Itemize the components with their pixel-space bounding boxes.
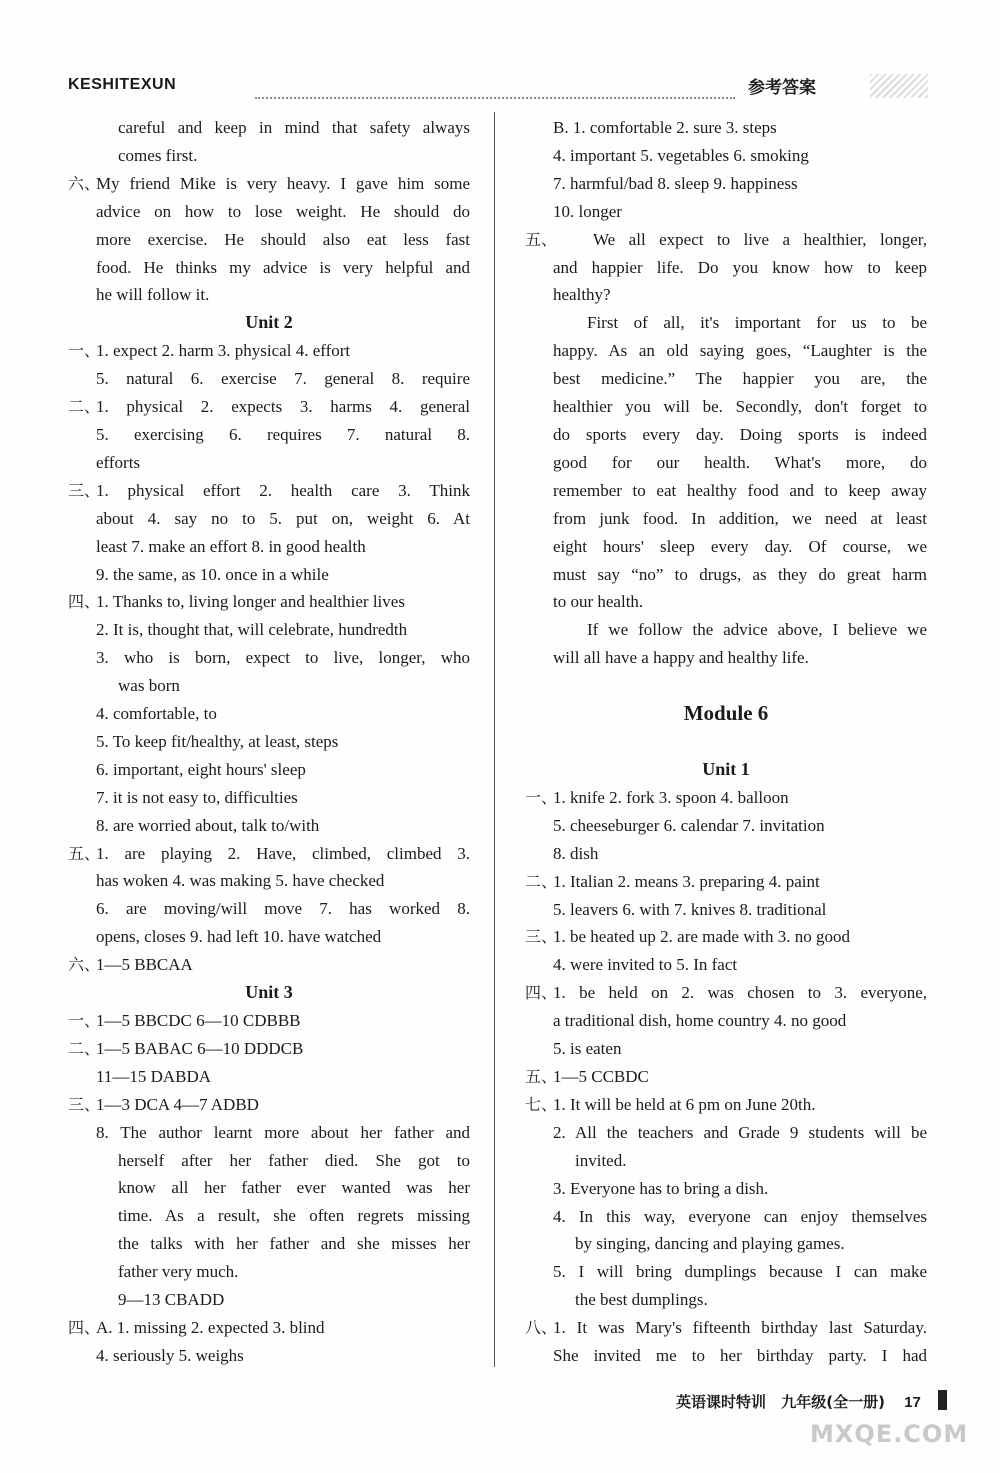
answer-text: 1. expect 2. harm 3. physical 4. effort [96,341,351,361]
answer-text: best medicine.” The happier you are, the [553,369,927,389]
answer-text: 1. be heated up 2. are made with 3. no good [553,927,850,947]
answer-line [525,365,927,393]
answer-line [68,616,470,644]
unit-heading: Unit 1 [702,759,750,780]
page-number: 17 [904,1394,921,1411]
answer-line [525,281,927,309]
answer-text: 4. comfortable, to [96,704,217,724]
answer-line [68,505,470,533]
footer [676,1391,921,1412]
answer-text: 1. Thanks to, living longer and healthier lives [96,592,405,612]
answer-line [525,588,927,616]
answer-line [525,1035,927,1063]
answer-text: 1—5 BABAC 6—10 DDDCB [96,1038,304,1058]
answer-line [68,198,470,226]
answer-text: the talks with her father and she misses her [118,1234,470,1254]
answer-line [68,756,470,784]
section-label: 二、 [525,871,558,891]
answer-text: and happier life. Do you know how to keep [553,257,927,277]
answer-line [68,1035,470,1063]
answer-text: B. 1. comfortable 2. sure 3. steps [553,118,777,137]
answer-text: opens, closes 9. had left 10. have watched [96,927,382,947]
section-label: 一、 [68,341,101,361]
answer-line [525,421,927,449]
answer-line [525,254,927,282]
answer-line [68,1230,470,1258]
answer-text: will all have a happy and healthy life. [553,648,809,668]
answer-line [68,393,470,421]
section-label: 二、 [68,1038,101,1058]
answer-line [68,644,470,672]
answer-text: 5. natural 6. exercise 7. general 8. require [96,369,470,389]
answer-text: 8. The author learnt more about her father and [96,1122,470,1142]
answer-text: 1. It will be held at 6 pm on June 20th. [553,1094,816,1114]
answer-text: least 7. make an effort 8. in good health [96,536,366,556]
section-label: 六、 [68,955,101,975]
section-label: 六、 [68,173,101,193]
answer-line [525,840,927,868]
answer-line [525,533,927,561]
answer-line [525,1230,927,1258]
answer-line [525,1091,927,1119]
answer-line [525,1258,927,1286]
answer-line [525,170,927,198]
answer-text: invited. [575,1150,627,1170]
answer-text: eight hours' sleep every day. Of course, we [553,536,927,556]
section-label: 四、 [525,983,558,1003]
section-label: 三、 [68,480,101,500]
answer-text: 5. exercising 6. requires 7. natural 8. [96,424,470,444]
section-label: 一、 [68,1011,101,1030]
answer-line [68,728,470,756]
answer-text: 1—5 BBCAA [96,955,193,975]
answer-line [68,1286,470,1314]
answer-line [525,1147,927,1175]
answer-line [68,281,470,309]
answer-text: 3. Everyone has to bring a dish. [553,1178,769,1198]
answer-line [525,505,927,533]
footer-book-title: 英语课时特训 [676,1393,767,1411]
answer-line [68,588,470,616]
answer-text: about 4. say no to 5. put on, weight 6. At [96,508,470,528]
answer-text: the best dumplings. [575,1290,708,1310]
answer-text: careful and keep in mind that safety always [118,118,470,137]
answer-line [68,142,470,170]
answer-text: 1. knife 2. fork 3. spoon 4. balloon [553,787,789,807]
section-label: 五、 [525,1067,558,1086]
answer-text: She invited me to her birthday party. I had [553,1346,927,1366]
answer-text: 3. who is born, expect to live, longer, who [96,648,470,668]
section-label: 七、 [525,1094,558,1114]
answer-line [68,1063,470,1091]
answer-text: 4. In this way, everyone can enjoy themselves [553,1206,927,1226]
section-label: 五、 [525,229,558,249]
answer-line [525,644,927,672]
answer-text: from junk food. In addition, we need at least [553,508,927,528]
answer-text: he will follow it. [96,285,210,305]
answer-text: 1—3 DCA 4—7 ADBD [96,1094,259,1114]
answer-line [68,1091,470,1119]
answer-line [525,1342,927,1370]
answer-line [525,226,927,254]
answer-text: 10. longer [553,201,622,221]
answer-text: 5. leavers 6. with 7. knives 8. traditional [553,899,827,919]
answer-line [68,114,470,142]
answer-text: 1. be held on 2. was chosen to 3. everyone, [553,983,927,1003]
answer-text: by singing, dancing and playing games. [575,1234,845,1254]
answer-text: healthier you will be. Secondly, don't forget to [553,397,927,417]
section-label: 四、 [68,592,101,612]
answer-text: 2. It is, thought that, will celebrate, hundredth [96,620,408,640]
answer-text: 6. are moving/will move 7. has worked 8. [96,899,470,919]
answer-line [68,226,470,254]
answer-line [525,616,927,644]
answer-text: food. He thinks my advice is very helpful and [96,257,470,277]
answer-line [525,393,927,421]
answer-line [525,868,927,896]
answer-text: herself after her father died. She got to [118,1150,470,1170]
answer-line [68,895,470,923]
answer-text: 1. Italian 2. means 3. preparing 4. paint [553,871,820,891]
answer-text: do sports every day. Doing sports is indeed [553,424,927,444]
answer-line [525,1007,927,1035]
section-label: 三、 [68,1094,101,1114]
answer-text: First of all, it's important for us to be [587,313,927,333]
answer-line [525,951,927,979]
section-label: 五、 [68,843,101,863]
answer-line [525,1119,927,1147]
answer-text: A. 1. missing 2. expected 3. blind [96,1317,325,1337]
section-label: 三、 [525,927,558,947]
answer-line [68,1147,470,1175]
answer-text: 5. is eaten [553,1039,622,1059]
answer-line [525,1286,927,1314]
answer-line [68,1007,470,1035]
answer-line [68,254,470,282]
answer-text: 9—13 CBADD [118,1290,225,1310]
answer-line [525,337,927,365]
answer-text: 1. physical effort 2. health care 3. Think [96,480,470,500]
answer-text: a traditional dish, home country 4. no good [553,1011,847,1031]
answer-text: 7. harmful/bad 8. sleep 9. happiness [553,173,798,193]
answer-line [68,533,470,561]
answer-text: 1. physical 2. expects 3. harms 4. general [96,397,470,417]
answer-text: 11—15 DABDA [96,1066,212,1086]
answer-line [525,561,927,589]
answer-line [68,337,470,365]
answer-text: We all expect to live a healthier, longer, [593,229,927,249]
answer-text: 1—5 BBCDC 6—10 CDBBB [96,1011,301,1030]
answer-line [525,1203,927,1231]
unit-heading: Unit 3 [245,982,293,1003]
answer-line [68,421,470,449]
answer-text: 9. the same, as 10. once in a while [96,564,329,584]
module-heading: Module 6 [683,701,769,726]
answer-text: 2. All the teachers and Grade 9 students will be [553,1122,927,1142]
answer-text: 1. It was Mary's fifteenth birthday last Saturday. [553,1318,927,1338]
answer-line [68,784,470,812]
answer-text: 8. dish [553,843,599,863]
answer-line [525,1175,927,1203]
answer-line [525,477,927,505]
answer-line [525,1063,927,1091]
answer-text: 7. it is not easy to, difficulties [96,787,298,807]
answer-text: know all her father ever wanted was her [118,1178,470,1198]
answer-line [525,198,927,226]
footer-marker [938,1390,947,1410]
section-label: 一、 [525,787,558,807]
answer-line [68,1202,470,1230]
answer-line [68,923,470,951]
answer-line [525,784,927,812]
answer-text: father very much. [118,1262,239,1282]
answer-line [525,923,927,951]
answer-line [525,309,927,337]
section-label: 四、 [68,1317,101,1337]
answer-line [68,840,470,868]
answer-line [68,951,470,979]
answer-line [68,170,470,198]
unit-heading: Unit 2 [245,312,293,333]
answer-line [68,812,470,840]
column-divider [494,112,495,1367]
answer-text: was born [118,676,180,696]
right-column [525,114,927,1370]
answer-text: 4. were invited to 5. In fact [553,955,738,975]
answer-text: 6. important, eight hours' sleep [96,759,306,779]
answer-line [68,1119,470,1147]
section-label: 八、 [525,1318,558,1338]
answer-line [525,812,927,840]
answer-line [68,1314,470,1342]
header-title: 参考答案 [748,78,816,98]
answer-line [68,1258,470,1286]
answer-line [525,114,927,142]
answer-line [68,867,470,895]
answer-line [68,477,470,505]
answer-line [68,700,470,728]
answer-text: 8. are worried about, talk to/with [96,815,320,835]
answer-text: time. As a result, she often regrets missing [118,1206,470,1226]
answer-text: more exercise. He should also eat less fast [96,229,470,249]
header-brand: KESHITEXUN [68,76,177,93]
answer-line [525,449,927,477]
header-rule [255,97,735,99]
answer-text: to our health. [553,592,644,612]
spacer [525,728,927,756]
answer-text: My friend Mike is very heavy. I gave him some [96,173,470,193]
watermark: MXQE.COM [810,1420,969,1448]
answer-line [525,896,927,924]
answer-line [525,979,927,1007]
answer-line [68,1342,470,1370]
answer-line [68,1174,470,1202]
answer-text: comes first. [118,145,198,165]
answer-line [68,561,470,589]
answer-text: 5. To keep fit/healthy, at least, steps [96,731,339,751]
answer-line [68,365,470,393]
answer-text: happy. As an old saying goes, “Laughter is the [553,341,927,361]
answer-text: 5. cheeseburger 6. calendar 7. invitation [553,815,825,835]
answer-text: efforts [96,452,141,472]
answer-line [68,672,470,700]
answer-line [525,1314,927,1342]
section-label: 二、 [68,397,101,417]
answer-text: 4. seriously 5. weighs [96,1345,244,1365]
answer-text: must say “no” to drugs, as they do great harm [553,564,927,584]
answer-text: remember to eat healthy food and to keep away [553,480,927,500]
header-decoration [870,74,928,98]
spacer [525,672,927,700]
left-column [68,114,470,1370]
answer-text: healthy? [553,285,611,305]
answer-text: advice on how to lose weight. He should do [96,201,470,221]
answer-line [525,142,927,170]
answer-text: good for our health. What's more, do [553,452,927,472]
answer-text: has woken 4. was making 5. have checked [96,871,385,891]
answer-text: 1. are playing 2. Have, climbed, climbed 3. [96,843,470,863]
answer-text: 4. important 5. vegetables 6. smoking [553,145,809,165]
answer-line [68,449,470,477]
answer-text: 5. I will bring dumplings because I can make [553,1262,927,1282]
footer-grade: 九年级(全一册) [781,1393,885,1411]
answer-text: If we follow the advice above, I believe we [587,620,927,640]
answer-text: 1—5 CCBDC [553,1067,649,1086]
